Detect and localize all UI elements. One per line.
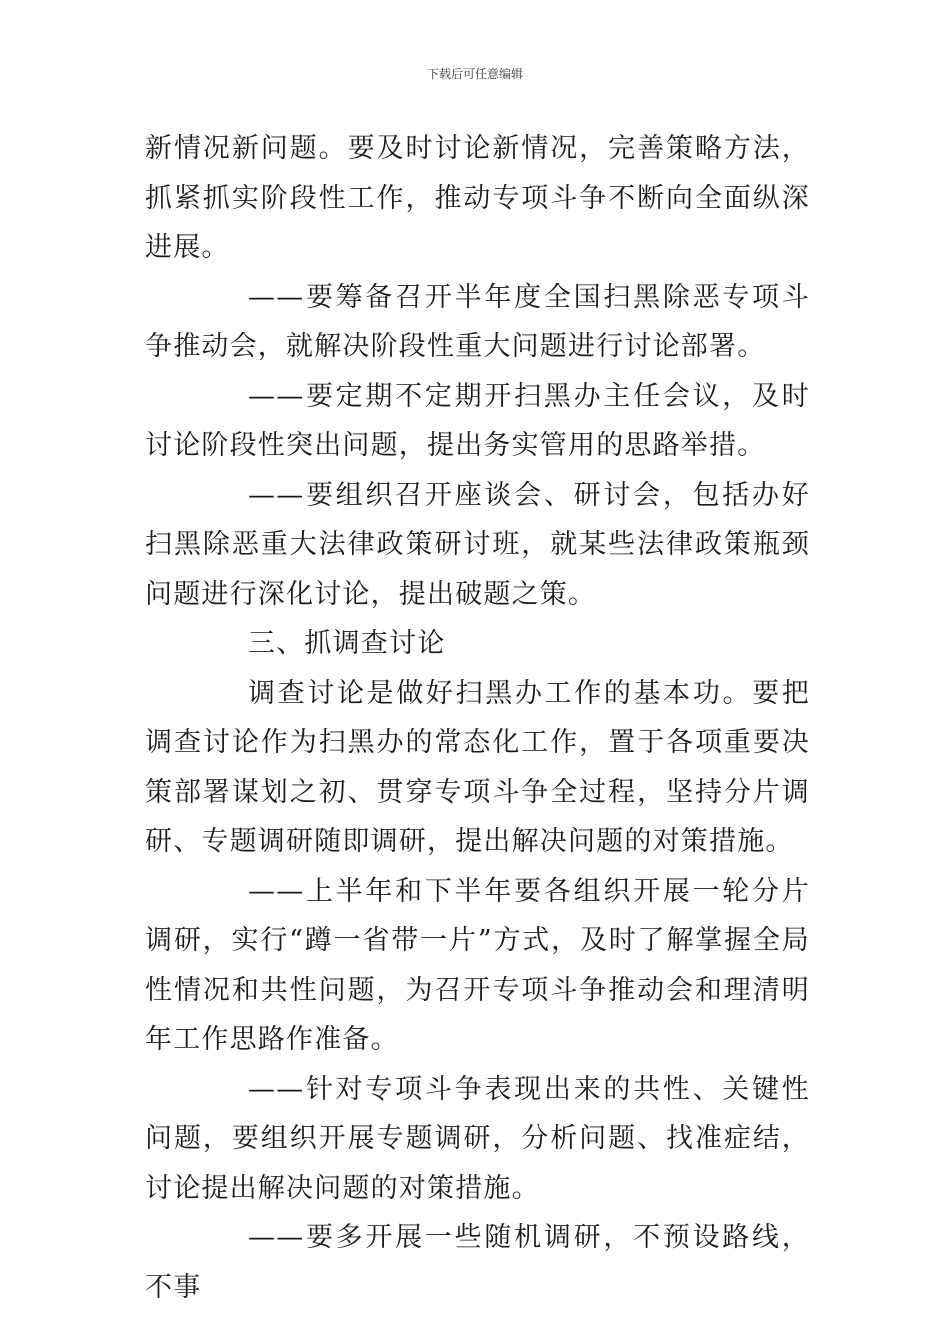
document-body [145, 124, 810, 1312]
paragraph: ——要定期不定期开扫黑办主任会议，及时讨论阶段性突出问题，提出务实管用的思路举措。 [145, 380, 810, 461]
paragraph: ——要多开展一些随机调研，不预设路线，不事 [145, 1222, 810, 1303]
paragraph: ——上半年和下半年要各组织开展一轮分片调研，实行“蹲一省带一片”方式，及时了解掌握全局性情况和共性问题，为召开专项斗争推动会和理清明年工作思路作准备。 [145, 875, 810, 1055]
section-heading: 三、抓调查讨论 [248, 628, 446, 659]
paragraph: ——要组织召开座谈会、研讨会，包括办好扫黑除恶重大法律政策研讨班，就某些法律政策瓶颈问题进行深化讨论，提出破题之策。 [145, 479, 810, 610]
paragraph: ——要筹备召开半年度全国扫黑除恶专项斗争推动会，就解决阶段性重大问题进行讨论部署。 [145, 281, 810, 362]
page-header-note: 下载后可任意编辑 [426, 67, 523, 81]
paragraph: 调查讨论是做好扫黑办工作的基本功。要把调查讨论作为扫黑办的常态化工作，置于各项重要决策部署谋划之初、贯穿专项斗争全过程，坚持分片调研、专题调研随即调研，提出解决问题的对策措施。 [145, 677, 810, 857]
paragraph: ——针对专项斗争表现出来的共性、关键性问题，要组织开展专题调研，分析问题、找准症结，讨论提出解决问题的对策措施。 [145, 1073, 810, 1204]
paragraph: 新情况新问题。要及时讨论新情况，完善策略方法，抓紧抓实阶段性工作，推动专项斗争不断向全面纵深进展。 [145, 133, 810, 263]
